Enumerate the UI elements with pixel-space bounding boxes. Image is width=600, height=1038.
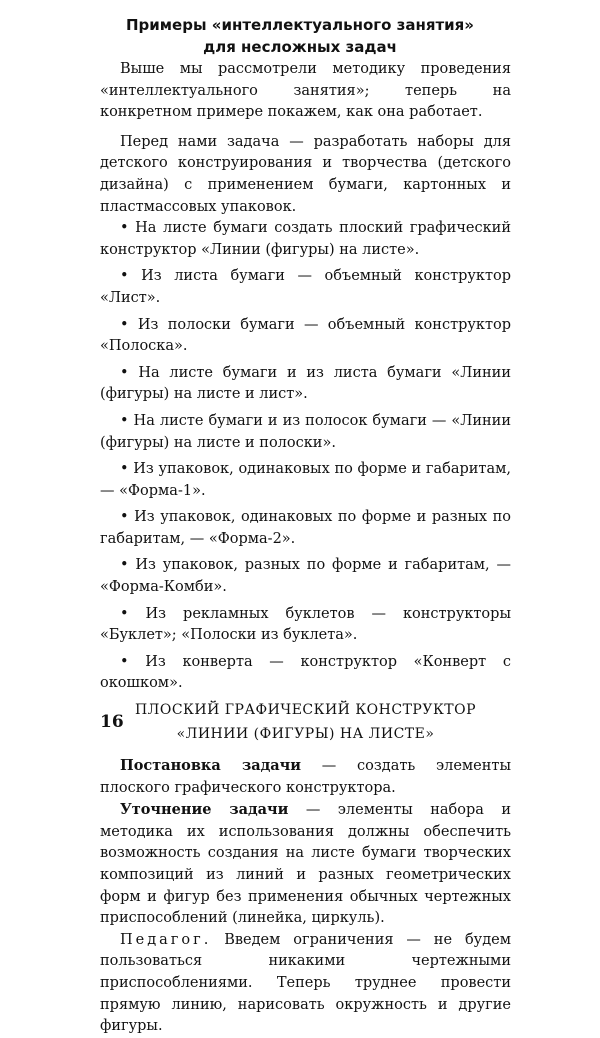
intro-paragraph-2: Перед нами задача — разработать наборы для детского конструирования и творчества (детского дизайна) с применением бумаги, картонных и пластмассовых упаковок. [100,133,511,215]
teacher-paragraph [100,930,511,1038]
section-title-line1: ПЛОСКИЙ ГРАФИЧЕСКИЙ КОНСТРУКТОР [134,702,477,719]
bullet-list [100,218,511,695]
page-heading-line2: для несложных задач [203,38,397,56]
list-item: • На листе бумаги создать плоский графический конструктор «Линии (фигуры) на листе». [100,220,511,258]
task-label: Постановка задачи [120,757,302,775]
refine-text: — элементы набора и методика их использования должны обеспечить возможность создания на листе бумаги творческих композиций из линий и разных геометрических форм и фигур без применения обычных чертежных приспособлений (линейка, циркуль). [100,802,512,927]
list-item: • На листе бумаги и из листа бумаги «Линии (фигуры) на листе и лист». [100,364,511,403]
teacher-label: Педагог. [120,931,212,948]
intro-paragraph-1: Выше мы рассмотрели методику проведения «интеллектуального занятия»; теперь на конкретном примере покажем, как она работает. [100,61,511,121]
task-text: — создать элементы плоского графического конструктора. [100,758,511,796]
list-item: • Из упаковок, одинаковых по форме и габаритам, — «Форма-1». [100,461,511,499]
list-item: • Из конверта — конструктор «Конверт с окошком». [100,653,511,692]
list-item: • Из рекламных буклетов — конструкторы «Буклет»; «Полоски из буклета». [100,605,511,644]
refine-paragraph [100,799,511,930]
list-item: • Из упаковок, разных по форме и габаритам, — «Форма-Комби». [100,557,511,596]
section-title-line2: «ЛИНИИ (ФИГУРЫ) НА ЛИСТЕ» [176,726,435,743]
page-body [100,59,511,1038]
task-paragraph [100,755,511,799]
list-item: • Из полоски бумаги — объемный конструктор «Полоска». [100,316,511,355]
list-item: • Из листа бумаги — объемный конструктор «Лист». [100,268,511,306]
page-heading-line1: Примеры «интеллектуального занятия» [126,16,474,34]
refine-label: Уточнение задачи [120,801,289,819]
list-item: • На листе бумаги и из полосок бумаги — «Линии (фигуры) на листе и полоски». [100,412,511,451]
list-item: • Из упаковок, одинаковых по форме и разных по габаритам, — «Форма-2». [100,509,511,547]
page-number: 16 [100,712,124,732]
teacher-text: Введем ограничения — не будем пользоваться никакими чертежными приспособлениями. Теперь труднее провести прямую линию, нарисовать окружность и другие фигуры. [100,931,511,1035]
